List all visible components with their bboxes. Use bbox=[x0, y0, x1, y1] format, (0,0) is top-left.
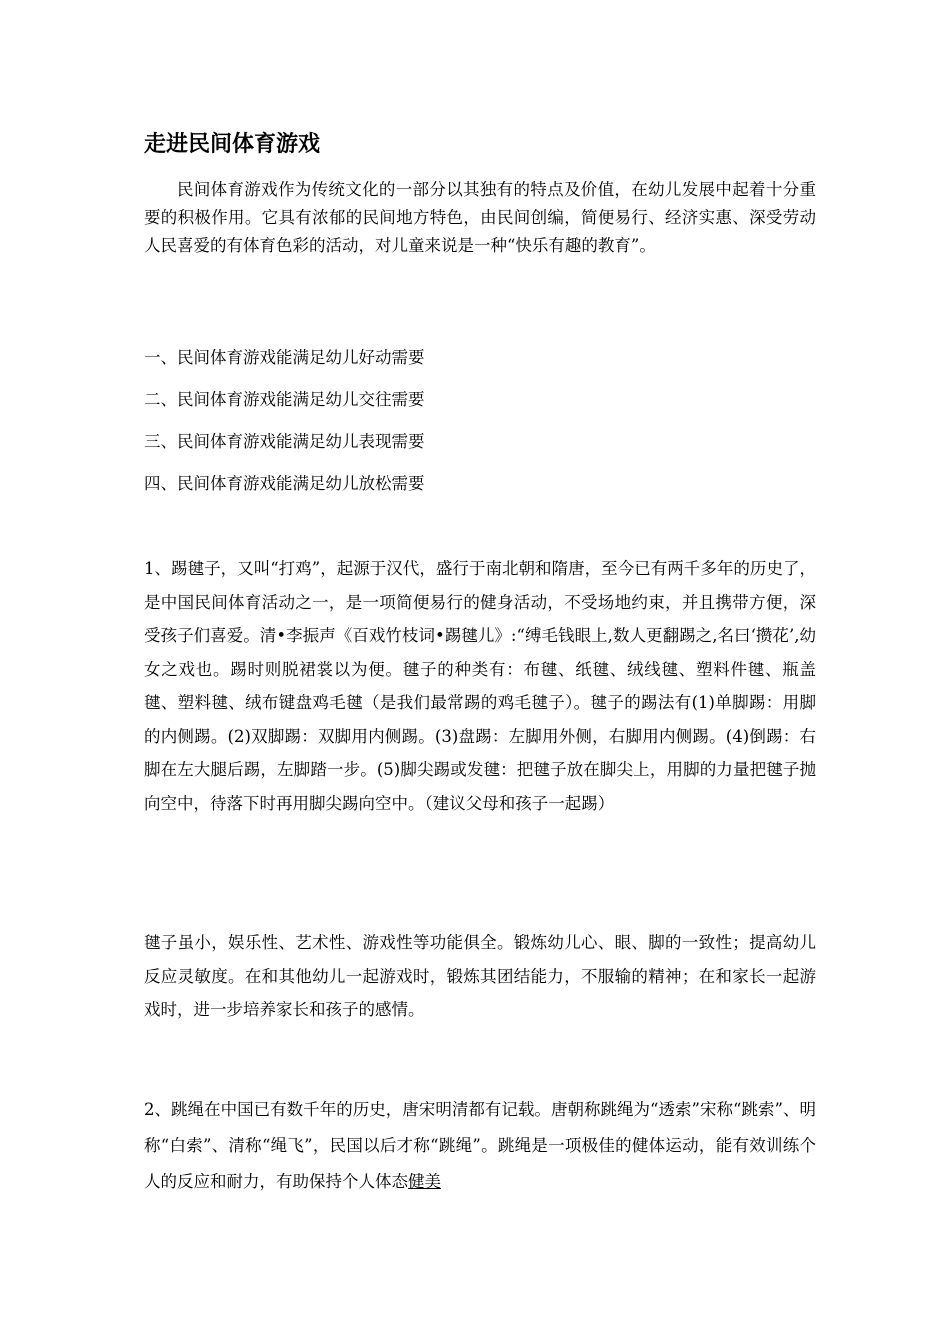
point-4: 四、民间体育游戏能满足幼儿放松需要 bbox=[144, 474, 425, 493]
section-1-benefits: 毽子虽小，娱乐性、艺术性、游戏性等功能俱全。锻炼幼儿心、眼、脚的一致性；提高幼儿反应灵敏度。在和其他幼儿一起游戏时，锻炼其团结能力，不服输的精神；在和家长一起游戏时，进一步培养家长和孩子的感情。 bbox=[144, 933, 816, 1019]
section-1-jianzi: 1、踢毽子，又叫“打鸡”，起源于汉代，盛行于南北朝和隋唐，至今已有两千多年的历史了，是中国民间体育活动之一，是一项简便易行的健身活动，不受场地约束，并且携带方便，深受孩子们喜爱。清•李振声《百戏竹枝词•踢毽儿》:“缚毛钱眼上,数人更翻踢之,名曰‘攒花’,幼女之戏也。踢时则脱裙裳以为便。毽子的种类有：布毽、纸毽、绒线毽、塑料件毽、瓶盖毽、塑料毽、绒布键盘鸡毛毽（是我们最常踢的鸡毛毽子）。毽子的踢法有(1)单脚踢：用脚的内侧踢。(2)双脚踢：双脚用内侧踢。(3)盘踢：左脚用外侧，右脚用内侧踢。(4)倒踢：右脚在左大腿后踢，左脚踏一步。(5)脚尖踢或发毽：把毽子放在脚尖上，用脚的力量把毽子抛向空中，待落下时再用脚尖踢向空中。（建议父母和孩子一起踢） bbox=[144, 559, 816, 813]
point-3: 三、民间体育游戏能满足幼儿表现需要 bbox=[144, 432, 425, 451]
point-1: 一、民间体育游戏能满足幼儿好动需要 bbox=[144, 348, 425, 367]
section-2-underlined-word[interactable]: 健美 bbox=[408, 1172, 441, 1191]
section-2-tiaosheng bbox=[144, 1092, 816, 1200]
point-2: 二、民间体育游戏能满足幼儿交往需要 bbox=[144, 390, 425, 409]
section-2-text: 2、跳绳在中国已有数千年的历史，唐宋明清都有记载。唐朝称跳绳为“透索”宋称“跳索”、明称“白索”、清称“绳飞”，民国以后才称“跳绳”。跳绳是一项极佳的健体运动，能有效训练个人的反应和耐力，有助保持个人体态 bbox=[144, 1100, 816, 1191]
document-title: 走进民间体育游戏 bbox=[144, 132, 321, 157]
intro-paragraph: 民间体育游戏作为传统文化的一部分以其独有的特点及价值，在幼儿发展中起着十分重要的积极作用。它具有浓郁的民间地方特色，由民间创编，简便易行、经济实惠、深受劳动人民喜爱的有体育色彩的活动，对儿童来说是一种“快乐有趣的教育”。 bbox=[144, 180, 816, 255]
